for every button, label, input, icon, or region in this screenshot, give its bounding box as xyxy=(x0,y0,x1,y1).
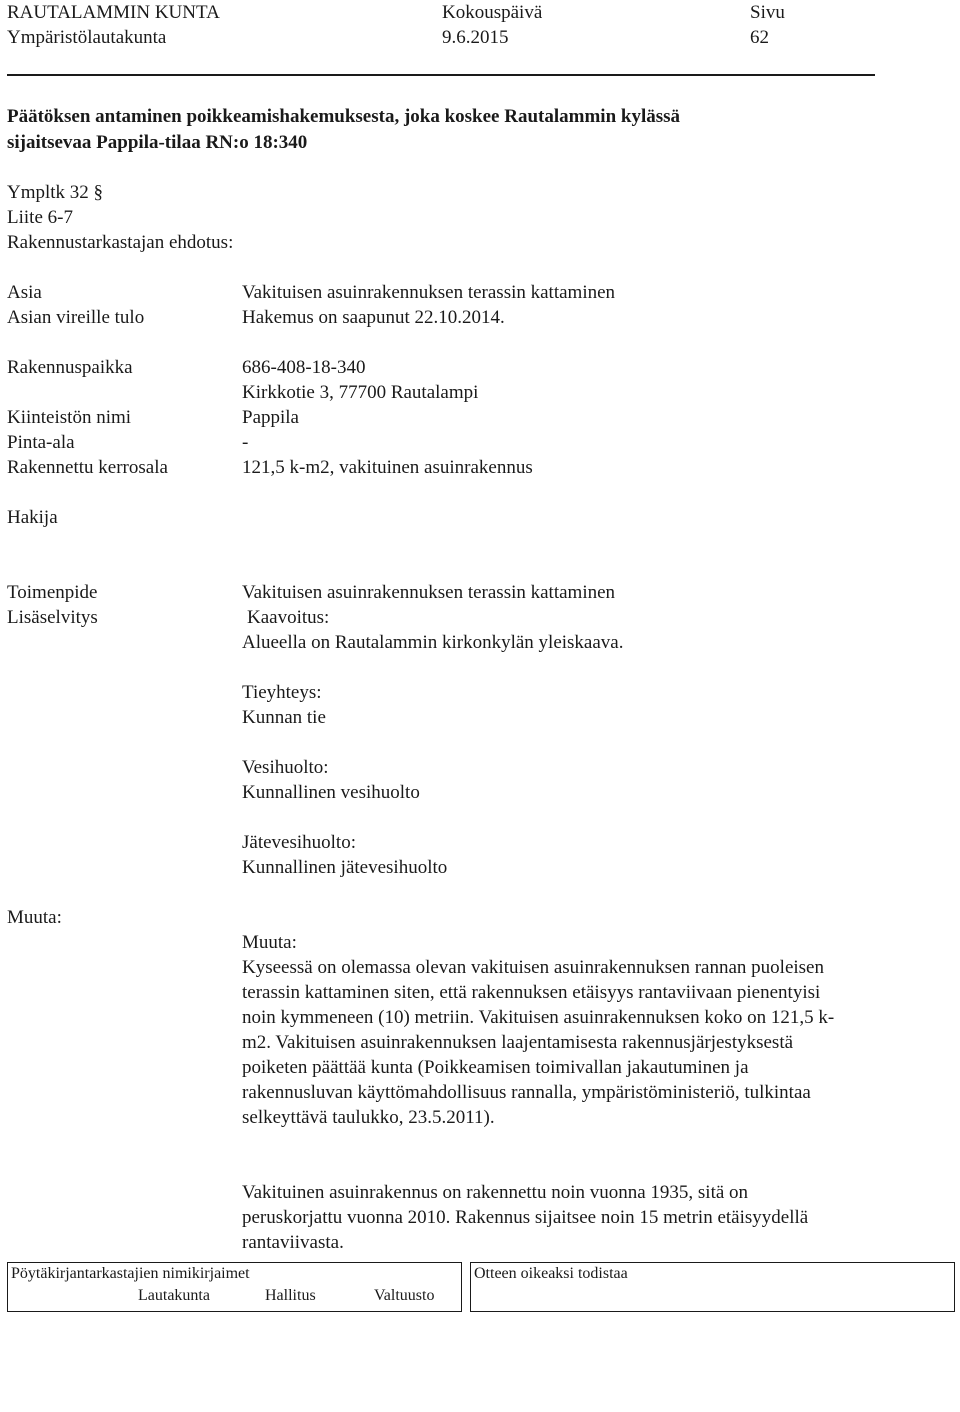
rakennuspaikka-value-2: Kirkkotie 3, 77700 Rautalampi xyxy=(242,382,479,403)
kerrosala-value: 121,5 k-m2, vakituinen asuinrakennus xyxy=(242,457,533,478)
jatevesihuolto-value: Kunnallinen jätevesihuolto xyxy=(242,857,448,878)
lisaselvitys-label: Lisäselvitys xyxy=(7,607,98,628)
page-label: Sivu xyxy=(750,2,785,23)
rakennuspaikka-label: Rakennuspaikka xyxy=(7,357,133,378)
date-label: Kokouspäivä xyxy=(442,2,543,23)
signature-col-hallitus: Hallitus xyxy=(265,1287,316,1304)
ref-proposal: Rakennustarkastajan ehdotus: xyxy=(7,232,234,253)
vireille-value: Hakemus on saapunut 22.10.2014. xyxy=(242,307,505,328)
certification-box xyxy=(470,1262,955,1312)
header-divider xyxy=(7,74,875,76)
vesihuolto-value: Kunnallinen vesihuolto xyxy=(242,782,420,803)
pinta-ala-label: Pinta-ala xyxy=(7,432,75,453)
vireille-label: Asian vireille tulo xyxy=(7,307,145,328)
pinta-ala-value: - xyxy=(242,432,249,453)
page-number: 62 xyxy=(750,27,769,48)
kerrosala-label: Rakennettu kerrosala xyxy=(7,457,168,478)
kiinteisto-value: Pappila xyxy=(242,407,299,428)
muuta-text-2: Vakituinen asuinrakennus on rakennettu noin vuonna 1935, sitä on peruskorjattu vuonna 2010. Rakennus sijaitsee noin 15 metrin etäisyydellä rantaviivasta. xyxy=(242,1182,809,1253)
tieyhteys-label: Tieyhteys: xyxy=(242,682,322,703)
date-value: 9.6.2015 xyxy=(442,27,509,48)
muuta-text-1: Kyseessä on olemassa olevan vakituisen asuinrakennuksen rannan puoleisen terassin kattaminen siten, että rakennuksen etäisyys rantaviivaan pienentyisi noin kymmeneen (10) metriin. Vakituisen asuinrakennuksen koko on 121,5 k-m2. Vakituisen asuinrakennuksen laajentamisesta rakennusjärjestyksestä poiketen päättää kunta (Poikkeamisen toimivallan jakautuminen ja rakennusluvan käyttömahdollisuus rannalla, ympäristöministeriö, tulkintaa selkeyttävä taulukko, 23.5.2011). xyxy=(242,957,835,1128)
title-line-2: sijaitsevaa Pappila-tilaa RN:o 18:340 xyxy=(7,132,308,153)
muuta-paragraph-2 xyxy=(242,1180,852,1255)
tieyhteys-value: Kunnan tie xyxy=(242,707,326,728)
muuta-side-label: Muuta: xyxy=(7,907,62,928)
signature-box xyxy=(7,1262,462,1312)
muuta-label: Muuta: xyxy=(242,932,297,953)
certification-box-title: Otteen oikeaksi todistaa xyxy=(474,1265,628,1282)
ref-attachment: Liite 6-7 xyxy=(7,207,73,228)
kaavoitus-value: Alueella on Rautalammin kirkonkylän yleiskaava. xyxy=(242,632,624,653)
kaavoitus-label: Kaavoitus: xyxy=(247,607,330,628)
signature-col-lautakunta: Lautakunta xyxy=(138,1287,210,1304)
dept-name: Ympäristölautakunta xyxy=(7,27,167,48)
toimenpide-value: Vakituisen asuinrakennuksen terassin kattaminen xyxy=(242,582,616,603)
signature-col-valtuusto: Valtuusto xyxy=(374,1287,435,1304)
asia-value: Vakituisen asuinrakennuksen terassin kattaminen xyxy=(242,282,616,303)
muuta-paragraph-1 xyxy=(242,955,852,1130)
signature-box-title: Pöytäkirjantarkastajien nimikirjaimet xyxy=(11,1265,250,1282)
vesihuolto-label: Vesihuolto: xyxy=(242,757,329,778)
ref-section: Ympltk 32 § xyxy=(7,182,104,203)
org-name: RAUTALAMMIN KUNTA xyxy=(7,2,220,23)
toimenpide-label: Toimenpide xyxy=(7,582,98,603)
jatevesihuolto-label: Jätevesihuolto: xyxy=(242,832,356,853)
kiinteisto-label: Kiinteistön nimi xyxy=(7,407,132,428)
asia-label: Asia xyxy=(7,282,42,303)
document-title xyxy=(7,104,907,156)
title-line-1: Päätöksen antaminen poikkeamishakemuksesta, joka koskee Rautalammin kylässä xyxy=(7,106,681,127)
hakija-label: Hakija xyxy=(7,507,58,528)
rakennuspaikka-value-1: 686-408-18-340 xyxy=(242,357,366,378)
